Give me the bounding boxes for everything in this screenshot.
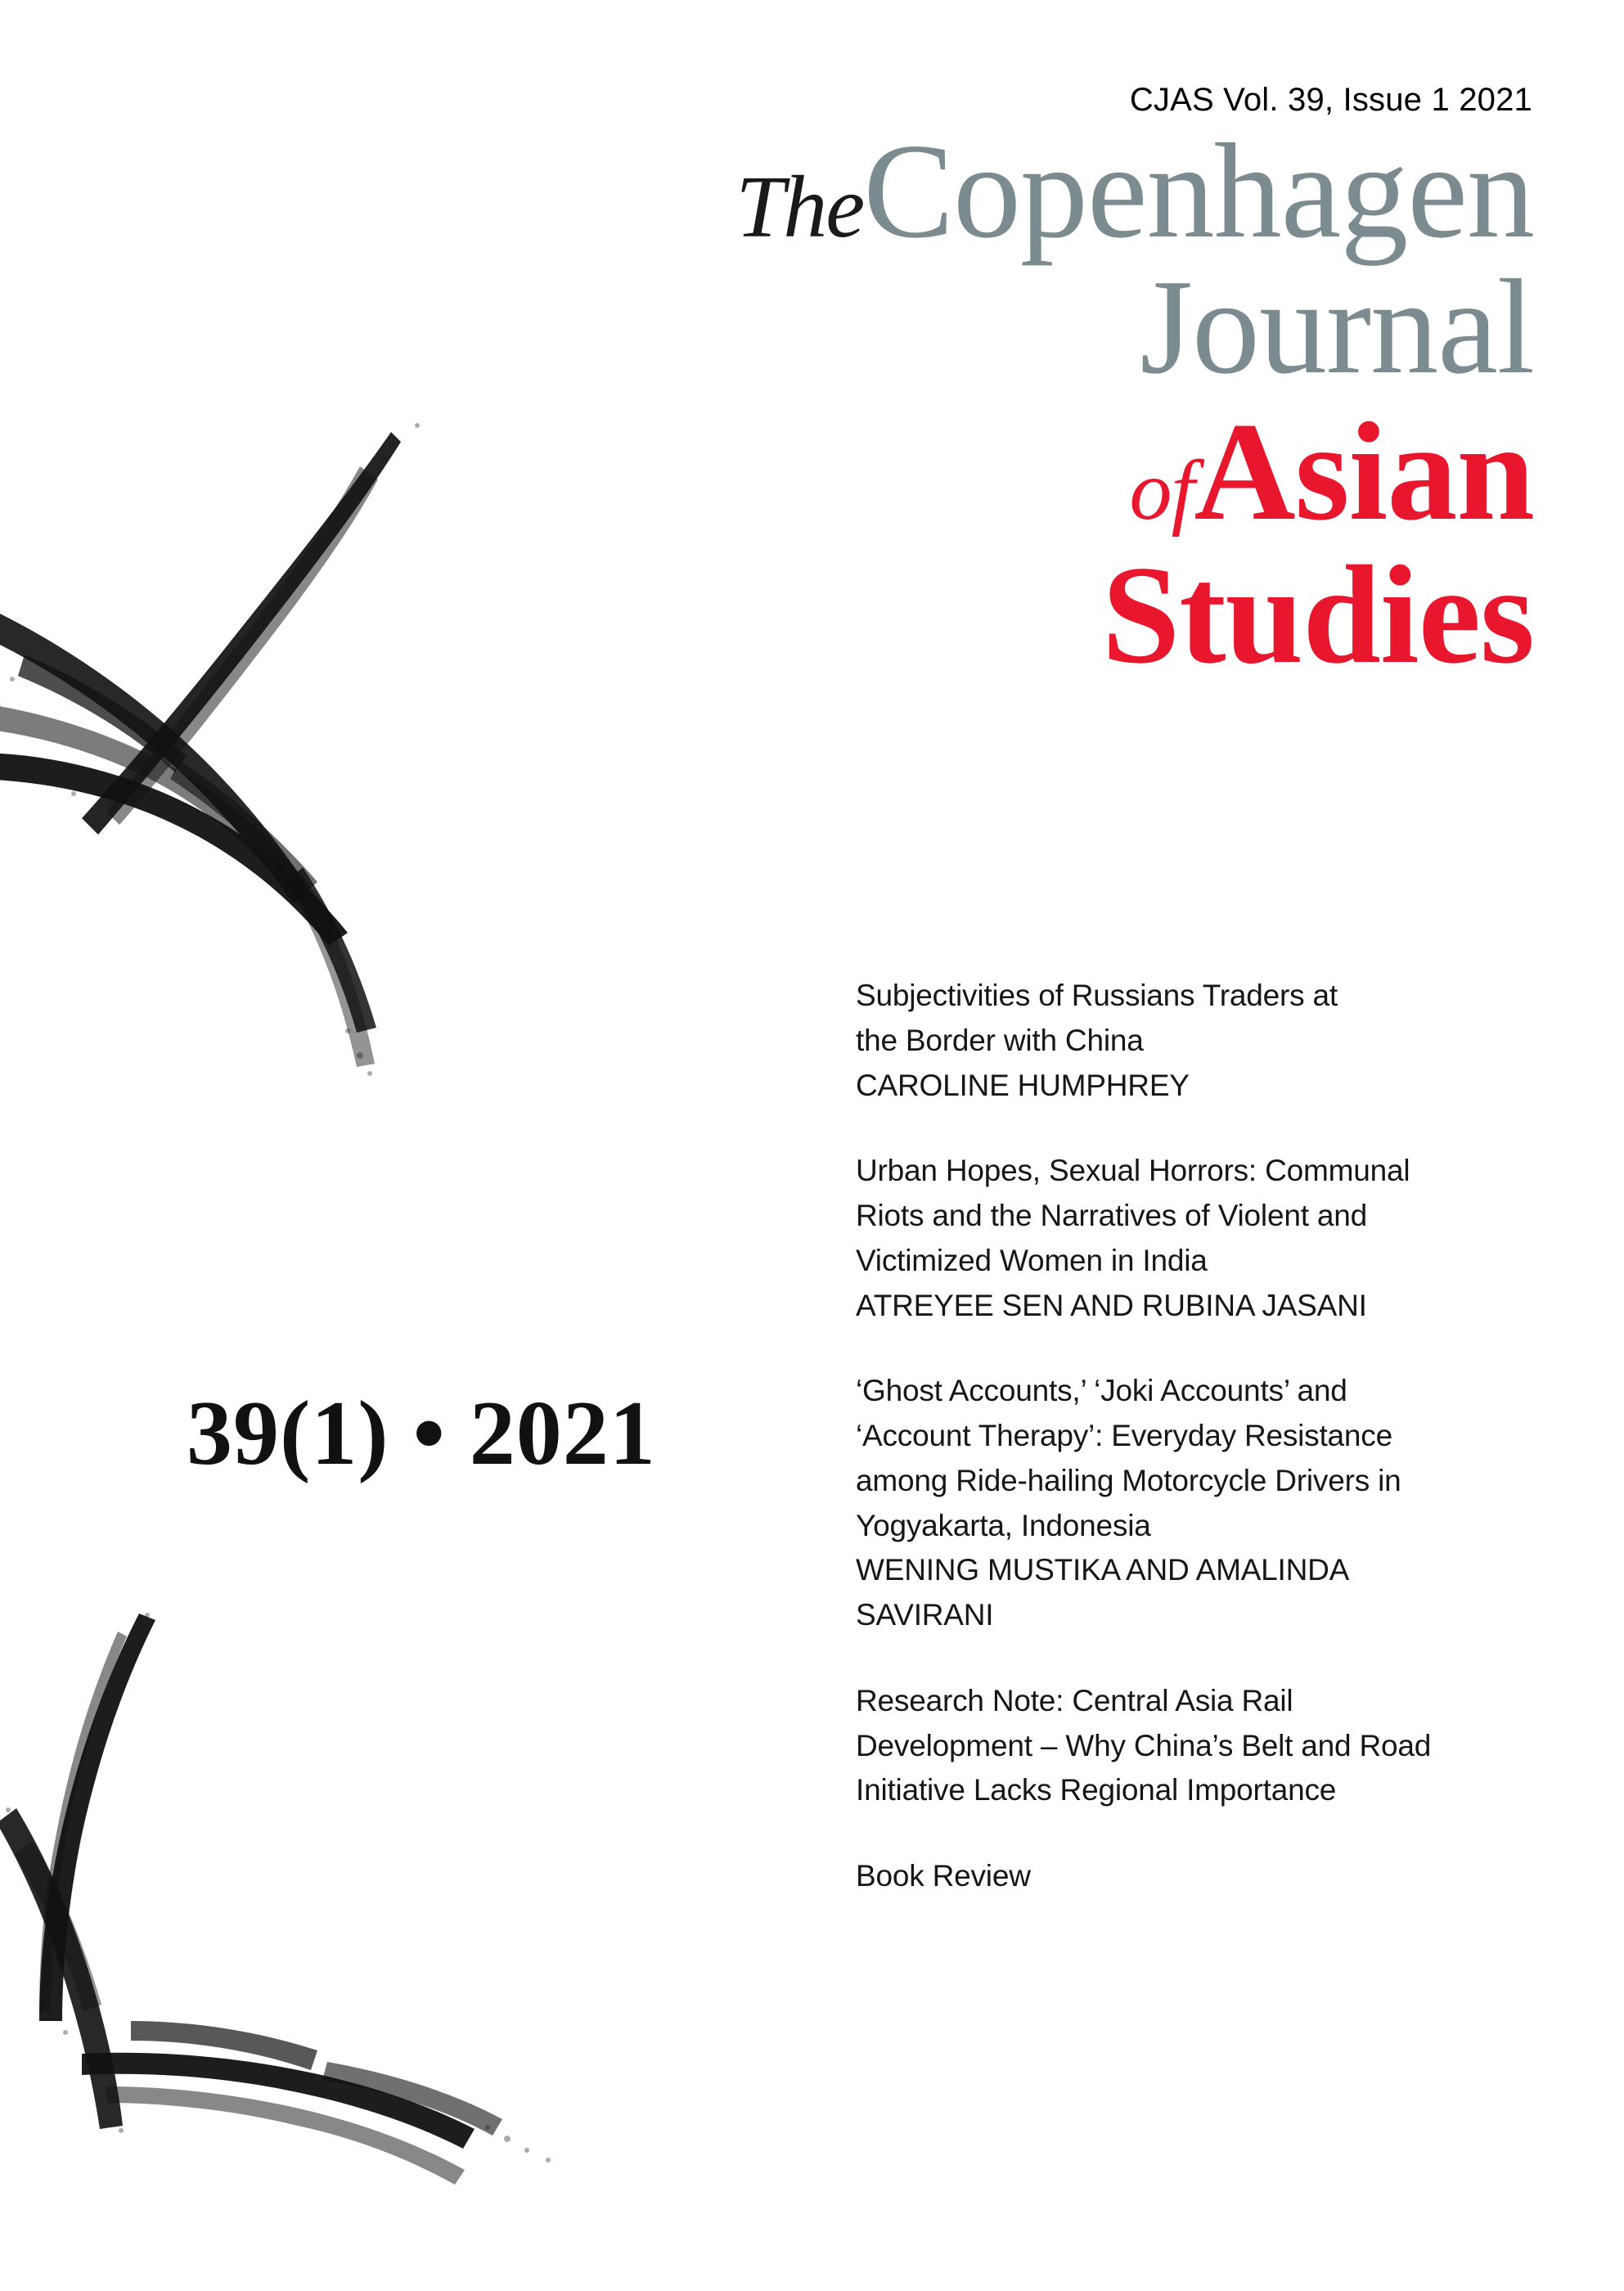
issue-line: CJAS Vol. 39, Issue 1 2021 — [1129, 82, 1532, 118]
list-item — [856, 1679, 1510, 1813]
masthead-copenhagen: Copenhagen — [863, 115, 1534, 266]
list-item — [856, 1149, 1510, 1328]
masthead-asian: Asian — [1194, 394, 1534, 551]
article-authors: WENING MUSTIKA AND AMALINDA SAVIRANI — [856, 1553, 1350, 1632]
masthead-line-three — [245, 394, 1534, 551]
article-title: Urban Hopes, Sexual Horrors: Communal Riots and the Narratives of Violent and Victimized Women in India — [856, 1154, 1410, 1277]
article-title: Book Review — [856, 1859, 1031, 1893]
article-authors: CAROLINE HUMPHREY — [856, 1068, 1190, 1102]
masthead-the: The — [736, 159, 864, 256]
contents-list — [856, 974, 1510, 1899]
masthead-journal: Journal — [1140, 251, 1534, 402]
list-item — [856, 1369, 1510, 1638]
list-item — [856, 974, 1510, 1108]
article-authors: ATREYEE SEN AND RUBINA JASANI — [856, 1288, 1367, 1322]
article-title: Research Note: Central Asia Rail Development – Why China’s Belt and Road Initiative Lacks Regional Importance — [856, 1683, 1432, 1807]
article-title: Subjectivities of Russians Traders at the Border with China — [856, 979, 1338, 1057]
bamboo-ink-artwork-bottom-icon — [0, 1596, 605, 2217]
masthead-of: of — [1129, 443, 1194, 538]
volume-issue-year: 39(1) • 2021 — [187, 1383, 656, 1484]
masthead — [245, 115, 1534, 694]
masthead-line-one — [245, 115, 1534, 266]
masthead-studies: Studies — [1101, 538, 1534, 694]
article-title: ‘Ghost Accounts,’ ‘Joki Accounts’ and ‘Account Therapy’: Everyday Resistance among Ride-hailing Motorcycle Drivers in Yogyakarta, Indonesia — [856, 1374, 1401, 1542]
list-item — [856, 1854, 1510, 1899]
